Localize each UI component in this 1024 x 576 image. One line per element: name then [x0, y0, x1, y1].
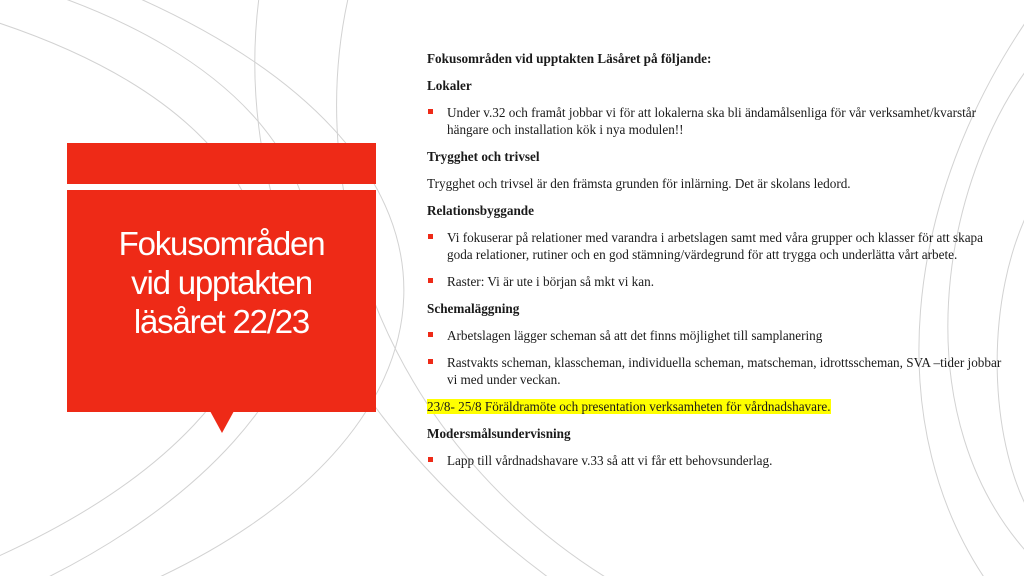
list-item — [427, 452, 1007, 469]
list-item-text: Rastvakts scheman, klasscheman, individuella scheman, matscheman, idrottsscheman, SVA –tider jobbar vi med under veckan. — [447, 355, 1002, 387]
section-heading-trygghet: Trygghet och trivsel — [427, 149, 540, 164]
section-heading-relationsbyggande: Relationsbyggande — [427, 203, 534, 218]
list-item — [427, 354, 1007, 388]
title-panel-pointer — [210, 411, 234, 433]
section-heading-lokaler: Lokaler — [427, 78, 472, 93]
title-accent-strip — [67, 143, 376, 184]
list-item — [427, 327, 1007, 344]
intro-heading: Fokusområden vid upptakten Läsåret på följande: — [427, 51, 712, 66]
list-item-text: Under v.32 och framåt jobbar vi för att lokalerna ska bli ändamålsenliga för vår verksamhet/kvarstår hängare och installation kök i nya modulen!! — [447, 105, 977, 137]
bullet-square-icon — [428, 457, 433, 462]
section-heading-modersmal: Modersmålsundervisning — [427, 426, 571, 441]
highlighted-note: 23/8- 25/8 Föräldramöte och presentation verksamheten för vårdnadshavare. — [427, 399, 831, 414]
list-item-text: Arbetslagen lägger scheman så att det finns möjlighet till samplanering — [447, 328, 823, 343]
paragraph-trygghet: Trygghet och trivsel är den främsta grunden för inlärning. Det är skolans ledord. — [427, 176, 851, 191]
slide-title — [67, 224, 376, 341]
list-item-text: Lapp till vårdnadshavare v.33 så att vi får ett behovsunderlag. — [447, 453, 773, 468]
slide-title-line: läsåret 22/23 — [133, 303, 310, 340]
list-item-text: Vi fokuserar på relationer med varandra i arbetslagen samt med våra grupper och klasser för att skapa goda relationer, rutiner och en god stämning/värdegrund för att trygga och underlätta vårt arbete. — [447, 230, 984, 262]
list-item — [427, 104, 1007, 138]
list-item — [427, 229, 1007, 263]
bullet-square-icon — [428, 234, 433, 239]
bullet-square-icon — [428, 109, 433, 114]
bullet-square-icon — [428, 332, 433, 337]
content-area — [427, 50, 1007, 479]
bullet-square-icon — [428, 278, 433, 283]
slide-title-line: Fokusområden — [118, 225, 325, 262]
list-item-text: Raster: Vi är ute i början så mkt vi kan. — [447, 274, 654, 289]
slide-title-line: vid upptakten — [131, 264, 312, 301]
bullet-square-icon — [428, 359, 433, 364]
section-heading-schemalaggning: Schemaläggning — [427, 301, 520, 316]
list-item — [427, 273, 1007, 290]
